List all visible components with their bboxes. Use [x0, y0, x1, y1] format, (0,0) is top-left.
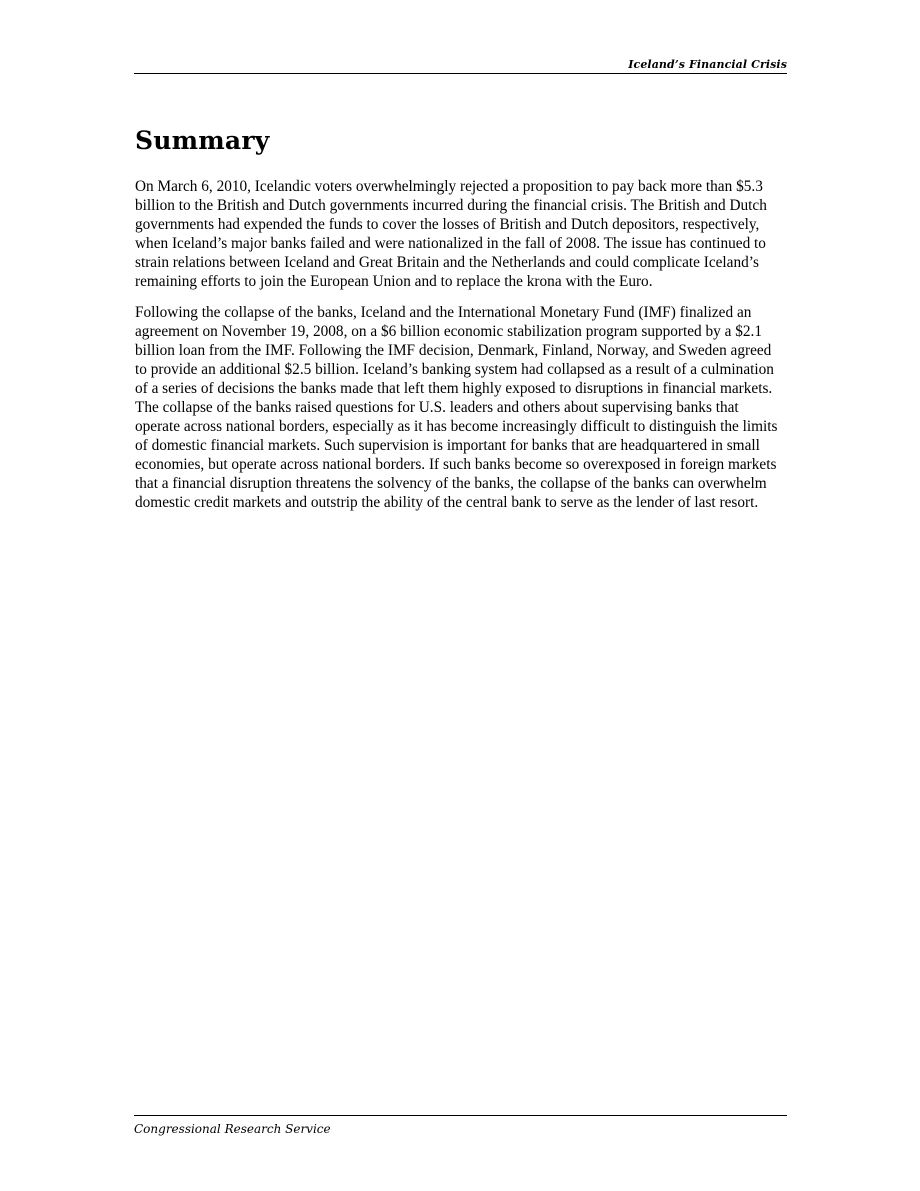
page-header — [134, 55, 787, 74]
footer-organization: Congressional Research Service — [134, 1122, 331, 1136]
paragraph: Following the collapse of the banks, Iceland and the International Monetary Fund (IMF) finalized an agreement on November 19, 2008, on a $6 billion economic stabilization program supported by a $2.1 billion loan from the IMF. Following the IMF decision, Denmark, Finland, Norway, and Sweden agreed to provide an additional $2.5 billion. Iceland’s banking system had collapsed as a result of a culmination of a series of decisions the banks made that left them highly exposed to disruptions in financial markets. The collapse of the banks raised questions for U.S. leaders and others about supervising banks that operate across national borders, especially as it has become increasingly difficult to distinguish the limits of domestic financial markets. Such supervision is important for banks that are headquartered in small economies, but operate across national borders. If such banks become so overexposed in foreign markets that a financial disruption threatens the solvency of the banks, the collapse of the banks can overwhelm domestic credit markets and outstrip the ability of the central bank to serve as the lender of last resort. — [135, 304, 778, 511]
summary-body — [135, 177, 787, 524]
section-heading: Summary — [135, 126, 270, 155]
running-title: Iceland’s Financial Crisis — [628, 58, 787, 71]
page-footer — [134, 1115, 787, 1138]
paragraph: On March 6, 2010, Icelandic voters overwhelmingly rejected a proposition to pay back more than $5.3 billion to the British and Dutch governments incurred during the financial crisis. The British and Dutch governments had expended the funds to cover the losses of British and Dutch depositors, respectively, when Iceland’s major banks failed and were nationalized in the fall of 2008. The issue has continued to strain relations between Iceland and Great Britain and the Netherlands and could complicate Iceland’s remaining efforts to join the European Union and to replace the krona with the Euro. — [135, 178, 767, 290]
